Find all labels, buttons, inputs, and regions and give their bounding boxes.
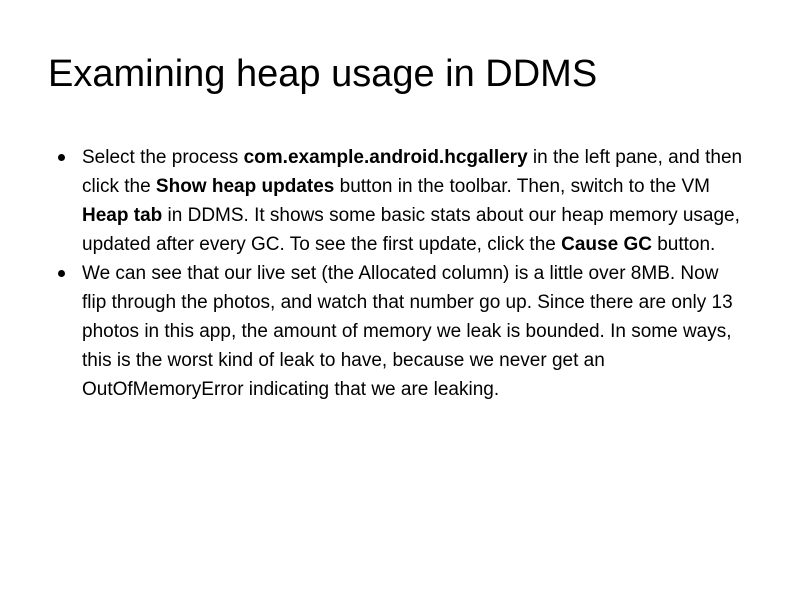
bullet-text-segment: in the left pane, and then click the: [82, 147, 743, 197]
bullet-text-bold: Cause GC: [561, 234, 652, 255]
bullet-text-bold: com.example.android.hcgallery: [243, 147, 528, 168]
bullet-text-segment: button in the toolbar. Then, switch to the VM: [334, 176, 710, 197]
bullet-item: [56, 143, 746, 259]
bullet-icon: [58, 270, 65, 277]
slide-title: Examining heap usage in DDMS: [48, 53, 598, 95]
bullet-text-segment: button.: [651, 234, 716, 255]
bullet-text-bold: Show heap updates: [155, 176, 335, 197]
bullet-item: [56, 259, 746, 404]
bullet-text-segment: in DDMS. It shows some basic stats about our heap memory usage, updated after every GC. To see the first update, click the: [82, 205, 740, 255]
bullet-text-segment: Select the process: [82, 147, 244, 168]
bullet-icon: [58, 154, 65, 161]
bullet-text: We can see that our live set (the Allocated column) is a little over 8MB. Now flip through the photos, and watch that number go up. Since there are only 13 photos in this app, the amount of memory we leak is bounded. In some ways, this is the worst kind of leak to have, because we never get an OutOfMemoryError indicating that we are leaking.: [82, 263, 733, 400]
bullet-text-bold: Heap tab: [82, 205, 163, 226]
bullet-list: [56, 143, 746, 404]
bullet-text: [82, 147, 742, 255]
